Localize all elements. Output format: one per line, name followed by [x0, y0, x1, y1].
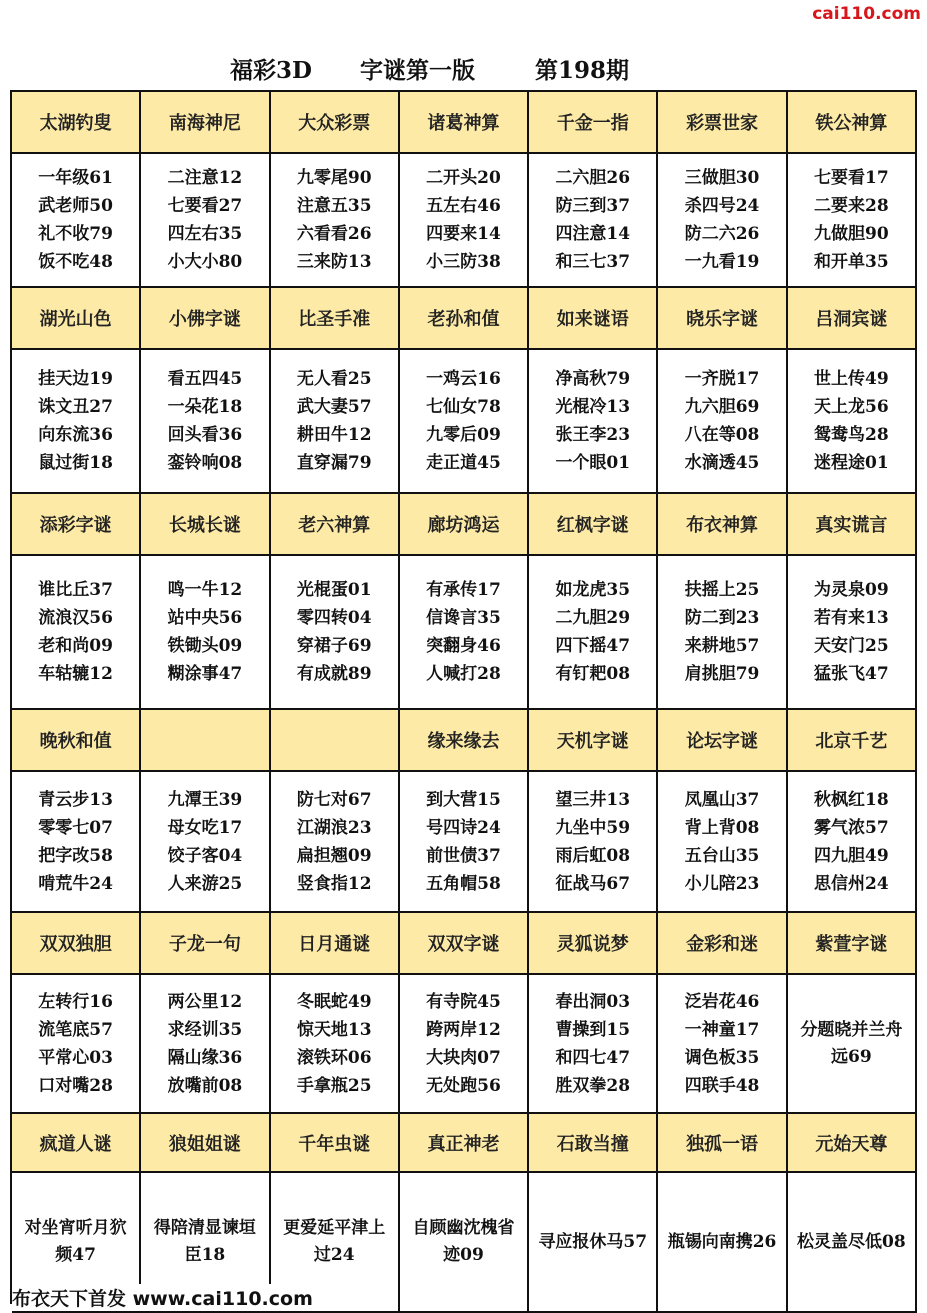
riddle-cell: [400, 154, 529, 288]
riddle-line: 防二到23: [684, 608, 760, 628]
riddle-line: 曹操到15: [555, 1019, 631, 1040]
riddle-line: 望三井13: [555, 789, 631, 810]
riddle-line: 防二六26: [684, 224, 760, 244]
header-cell: 双双字谜: [400, 913, 529, 975]
riddle-line: 四要来14: [426, 224, 501, 244]
riddle-line: 直穿漏79: [296, 453, 372, 473]
riddle-line: 瓶锡向南携26: [667, 1231, 777, 1252]
site-watermark-top: cai110.com: [812, 4, 921, 24]
riddle-line: 走正道45: [426, 453, 501, 473]
riddle-cell: [658, 350, 787, 494]
riddle-line: 武老师50: [38, 196, 113, 216]
riddle-cell: [400, 556, 529, 710]
riddle-line: 得陪清显谏垣臣18: [153, 1218, 256, 1265]
riddle-cell: [529, 154, 658, 288]
riddle-line: 一朵花18: [167, 397, 243, 417]
riddle-line: 鼠过街18: [38, 453, 113, 473]
riddle-line: 思信州24: [814, 873, 889, 894]
header-cell: 北京千艺: [788, 710, 917, 772]
riddle-line: 江湖浪23: [296, 817, 372, 838]
riddle-line: 杀四号24: [684, 196, 760, 216]
riddle-cell: [271, 556, 400, 710]
riddle-line: 和四七47: [555, 1047, 631, 1068]
riddle-line: 鸣一牛12: [167, 580, 243, 600]
riddle-cell: [141, 556, 270, 710]
riddle-line: 四九胆49: [814, 845, 889, 866]
riddle-line: 分题晓并兰舟远69: [800, 1019, 903, 1067]
riddle-cell: [788, 350, 917, 494]
riddle-cell: [788, 154, 917, 288]
riddle-line: 銮铃响08: [167, 453, 243, 473]
riddle-line: 无处跑56: [426, 1075, 501, 1096]
header-cell: 独孤一语: [658, 1114, 787, 1173]
riddle-line: 天安门25: [814, 636, 889, 656]
riddle-cell: [788, 772, 917, 913]
riddle-cell: [12, 350, 141, 494]
header-cell: 晚秋和值: [12, 710, 141, 772]
riddle-line: 猛张飞47: [814, 664, 889, 684]
riddle-line: 人喊打28: [426, 664, 501, 684]
riddle-line: 四下摇47: [555, 636, 631, 656]
riddle-line: 老和尚09: [38, 636, 113, 656]
riddle-cell: [400, 1173, 529, 1313]
riddle-line: 向东流36: [38, 425, 113, 445]
riddle-cell: [658, 975, 787, 1114]
header-cell: 彩票世家: [658, 92, 787, 154]
riddle-line: 若有来13: [814, 608, 889, 628]
riddle-line: 二六胆26: [555, 168, 631, 188]
riddle-cell: [529, 556, 658, 710]
riddle-line: 七要看17: [814, 168, 889, 188]
riddle-line: 一九看19: [684, 252, 760, 272]
riddle-cell: [788, 975, 917, 1114]
riddle-line: 大块肉07: [426, 1047, 501, 1068]
header-cell: 石敢当撞: [529, 1114, 658, 1173]
riddle-line: 一鸡云16: [426, 369, 501, 389]
header-cell: 论坛字谜: [658, 710, 787, 772]
riddle-line: 七仙女78: [426, 397, 501, 417]
issue-number: 第198期: [535, 57, 630, 84]
header-cell: 疯道人谜: [12, 1114, 141, 1173]
riddle-cell: [658, 1173, 787, 1313]
riddle-line: 惊天地13: [296, 1019, 372, 1040]
header-cell: 日月通谜: [271, 913, 400, 975]
riddle-line: 流浪汉56: [38, 608, 113, 628]
riddle-line: 如龙虎35: [555, 580, 631, 600]
riddle-line: 一齐脱17: [684, 369, 760, 389]
riddle-table: [10, 90, 917, 1304]
header-cell: 太湖钓叟: [12, 92, 141, 154]
header-cell: 老六神算: [271, 494, 400, 556]
riddle-line: 二九胆29: [555, 608, 631, 628]
riddle-line: 二要来28: [814, 196, 889, 216]
riddle-line: 回头看36: [167, 425, 243, 445]
riddle-line: 看五四45: [167, 369, 243, 389]
riddle-line: 雨后虹08: [555, 845, 631, 866]
header-cell: 红枫字谜: [529, 494, 658, 556]
riddle-cell: [788, 556, 917, 710]
riddle-line: 小儿陪23: [684, 873, 760, 894]
riddle-line: 穿裙子69: [296, 636, 372, 656]
header-cell: 灵狐说梦: [529, 913, 658, 975]
header-cell: 老孙和值: [400, 288, 529, 350]
riddle-cell: [12, 154, 141, 288]
riddle-line: 对坐宵听月狖频47: [24, 1218, 127, 1265]
riddle-line: 有寺院45: [426, 991, 501, 1012]
riddle-line: 三来防13: [296, 252, 372, 272]
riddle-cell: [400, 772, 529, 913]
riddle-line: 九潭王39: [167, 789, 243, 810]
riddle-line: 求经训35: [167, 1019, 243, 1040]
riddle-line: 武大妻57: [296, 397, 372, 417]
riddle-line: 迷程途01: [814, 453, 889, 473]
riddle-line: 放嘴前08: [167, 1075, 243, 1096]
riddle-line: 零四转04: [296, 608, 372, 628]
header-cell: [271, 710, 400, 772]
riddle-cell: [12, 772, 141, 913]
riddle-cell: [141, 975, 270, 1114]
riddle-line: 防三到37: [555, 196, 631, 216]
riddle-line: 肩挑胆79: [684, 664, 760, 684]
header-cell: 长城长谜: [141, 494, 270, 556]
header-cell: 诸葛神算: [400, 92, 529, 154]
riddle-line: 冬眠蛇49: [296, 991, 372, 1012]
header-cell: 添彩字谜: [12, 494, 141, 556]
site-footer: 布衣天下首发 www.cai110.com: [12, 1284, 317, 1311]
riddle-cell: [271, 154, 400, 288]
header-cell: 比圣手准: [271, 288, 400, 350]
riddle-line: 二注意12: [167, 168, 243, 188]
header-cell: 真实谎言: [788, 494, 917, 556]
riddle-line: 松灵盖尽低08: [797, 1231, 906, 1252]
riddle-line: 小三防38: [426, 252, 501, 272]
riddle-line: 九六胆69: [684, 397, 760, 417]
riddle-cell: [529, 975, 658, 1114]
riddle-line: 四注意14: [555, 224, 631, 244]
riddle-line: 九零尾90: [296, 168, 372, 188]
riddle-line: 铁锄头09: [167, 636, 243, 656]
header-cell: 缘来缘去: [400, 710, 529, 772]
riddle-line: 九零后09: [426, 425, 501, 445]
riddle-line: 把字改58: [38, 845, 113, 866]
riddle-line: 竖食指12: [296, 873, 372, 894]
riddle-line: 母女吃17: [167, 817, 243, 838]
riddle-line: 水滴透45: [684, 453, 760, 473]
header-cell: 狼姐姐谜: [141, 1114, 270, 1173]
riddle-line: 口对嘴28: [38, 1075, 113, 1096]
lottery-name: 福彩3D: [230, 57, 312, 84]
riddle-line: 饺子客04: [167, 845, 243, 866]
riddle-line: 五左右46: [426, 196, 501, 216]
header-cell: 真正神老: [400, 1114, 529, 1173]
header-cell: 千年虫谜: [271, 1114, 400, 1173]
header-cell: 天机字谜: [529, 710, 658, 772]
riddle-line: 扶摇上25: [684, 580, 760, 600]
riddle-line: 来耕地57: [684, 636, 760, 656]
riddle-line: 注意五35: [296, 196, 372, 216]
riddle-line: 光棍蛋01: [296, 580, 372, 600]
riddle-cell: [141, 772, 270, 913]
riddle-line: 二开头20: [426, 168, 501, 188]
riddle-line: 啃荒牛24: [38, 873, 113, 894]
riddle-line: 突翻身46: [426, 636, 501, 656]
riddle-line: 和开单35: [814, 252, 889, 272]
header-cell: 南海神尼: [141, 92, 270, 154]
riddle-line: 雾气浓57: [814, 817, 889, 838]
header-cell: 元始天尊: [788, 1114, 917, 1173]
riddle-line: 六看看26: [296, 224, 372, 244]
riddle-line: 世上传49: [814, 369, 889, 389]
riddle-line: 五角帽58: [426, 873, 501, 894]
riddle-line: 流笔底57: [38, 1019, 113, 1040]
edition-name: 字谜第一版: [360, 57, 475, 84]
riddle-line: 谁比丘37: [38, 580, 113, 600]
riddle-line: 春出洞03: [555, 991, 631, 1012]
riddle-cell: [529, 350, 658, 494]
riddle-cell: [529, 1173, 658, 1313]
riddle-line: 有承传17: [426, 580, 501, 600]
riddle-line: 扁担翘09: [296, 845, 372, 866]
riddle-line: 泛岩花46: [684, 991, 760, 1012]
riddle-cell: [141, 154, 270, 288]
riddle-line: 鸳鸯鸟28: [814, 425, 889, 445]
riddle-line: 背上背08: [684, 817, 760, 838]
riddle-line: 天上龙56: [814, 397, 889, 417]
riddle-line: 张王李23: [555, 425, 631, 445]
header-cell: 小佛字谜: [141, 288, 270, 350]
riddle-line: 滚铁环06: [296, 1047, 372, 1068]
riddle-cell: [788, 1173, 917, 1313]
riddle-line: 五台山35: [684, 845, 760, 866]
riddle-line: 平常心03: [38, 1047, 113, 1068]
riddle-line: 一年级61: [38, 168, 113, 188]
riddle-line: 自顾幽沈槐省迹09: [412, 1218, 515, 1265]
riddle-cell: [271, 975, 400, 1114]
riddle-line: 一个眼01: [555, 453, 631, 473]
riddle-line: 青云步13: [38, 789, 113, 810]
riddle-line: 调色板35: [684, 1047, 760, 1068]
riddle-line: 两公里12: [167, 991, 243, 1012]
riddle-line: 九做胆90: [814, 224, 889, 244]
riddle-line: 站中央56: [167, 608, 243, 628]
riddle-cell: [12, 556, 141, 710]
header-cell: 大众彩票: [271, 92, 400, 154]
riddle-line: 四联手48: [684, 1075, 760, 1096]
riddle-line: 九坐中59: [555, 817, 631, 838]
riddle-line: 无人看25: [296, 369, 372, 389]
header-cell: 吕洞宾谜: [788, 288, 917, 350]
header-cell: 布衣神算: [658, 494, 787, 556]
riddle-line: 零零七07: [38, 817, 113, 838]
riddle-line: 前世债37: [426, 845, 501, 866]
riddle-line: 礼不收79: [38, 224, 113, 244]
riddle-cell: [658, 556, 787, 710]
riddle-cell: [271, 350, 400, 494]
riddle-line: 左转行16: [38, 991, 113, 1012]
header-cell: 子龙一句: [141, 913, 270, 975]
riddle-line: 号四诗24: [426, 817, 501, 838]
riddle-line: 凤凰山37: [684, 789, 760, 810]
header-cell: 千金一指: [529, 92, 658, 154]
riddle-cell: [12, 975, 141, 1114]
riddle-line: 到大营15: [426, 789, 501, 810]
riddle-line: 饭不吃48: [38, 252, 113, 272]
riddle-line: 有成就89: [296, 664, 372, 684]
riddle-line: 三做胆30: [684, 168, 760, 188]
header-cell: 金彩和迷: [658, 913, 787, 975]
header-cell: 晓乐字谜: [658, 288, 787, 350]
riddle-line: 信谗言35: [426, 608, 501, 628]
riddle-line: 耕田牛12: [296, 425, 372, 445]
riddle-line: 手拿瓶25: [296, 1075, 372, 1096]
riddle-line: 有钉耙08: [555, 664, 631, 684]
riddle-cell: [529, 772, 658, 913]
riddle-line: 八在等08: [684, 425, 760, 445]
header-cell: [141, 710, 270, 772]
riddle-line: 征战马67: [555, 873, 631, 894]
riddle-line: 车轱辘12: [38, 664, 113, 684]
riddle-cell: [141, 350, 270, 494]
riddle-line: 隔山缘36: [167, 1047, 243, 1068]
riddle-line: 一神童17: [684, 1019, 760, 1040]
header-cell: 双双独胆: [12, 913, 141, 975]
header-cell: 如来谜语: [529, 288, 658, 350]
header-cell: 紫萱字谜: [788, 913, 917, 975]
riddle-cell: [658, 154, 787, 288]
page-title: [0, 52, 927, 86]
riddle-cell: [400, 975, 529, 1114]
riddle-line: 为灵泉09: [814, 580, 889, 600]
riddle-line: 跨两岸12: [426, 1019, 501, 1040]
riddle-line: 小大小80: [167, 252, 243, 272]
riddle-line: 和三七37: [555, 252, 631, 272]
header-cell: 铁公神算: [788, 92, 917, 154]
riddle-cell: [658, 772, 787, 913]
riddle-line: 秋枫红18: [814, 789, 889, 810]
riddle-line: 挂天边19: [38, 369, 113, 389]
header-cell: 廊坊鸿运: [400, 494, 529, 556]
riddle-line: 诛文丑27: [38, 397, 113, 417]
riddle-line: 更爱延平津上过24: [283, 1218, 386, 1265]
riddle-line: 光棍冷13: [555, 397, 631, 417]
riddle-line: 糊涂事47: [167, 664, 243, 684]
riddle-line: 防七对67: [296, 789, 372, 810]
riddle-cell: [271, 772, 400, 913]
riddle-line: 四左右35: [167, 224, 243, 244]
riddle-line: 胜双拳28: [555, 1075, 631, 1096]
riddle-line: 寻应报休马57: [538, 1231, 648, 1252]
riddle-line: 人来游25: [167, 873, 243, 894]
header-cell: 湖光山色: [12, 288, 141, 350]
riddle-line: 七要看27: [167, 196, 243, 216]
riddle-cell: [400, 350, 529, 494]
riddle-line: 净高秋79: [555, 369, 631, 389]
